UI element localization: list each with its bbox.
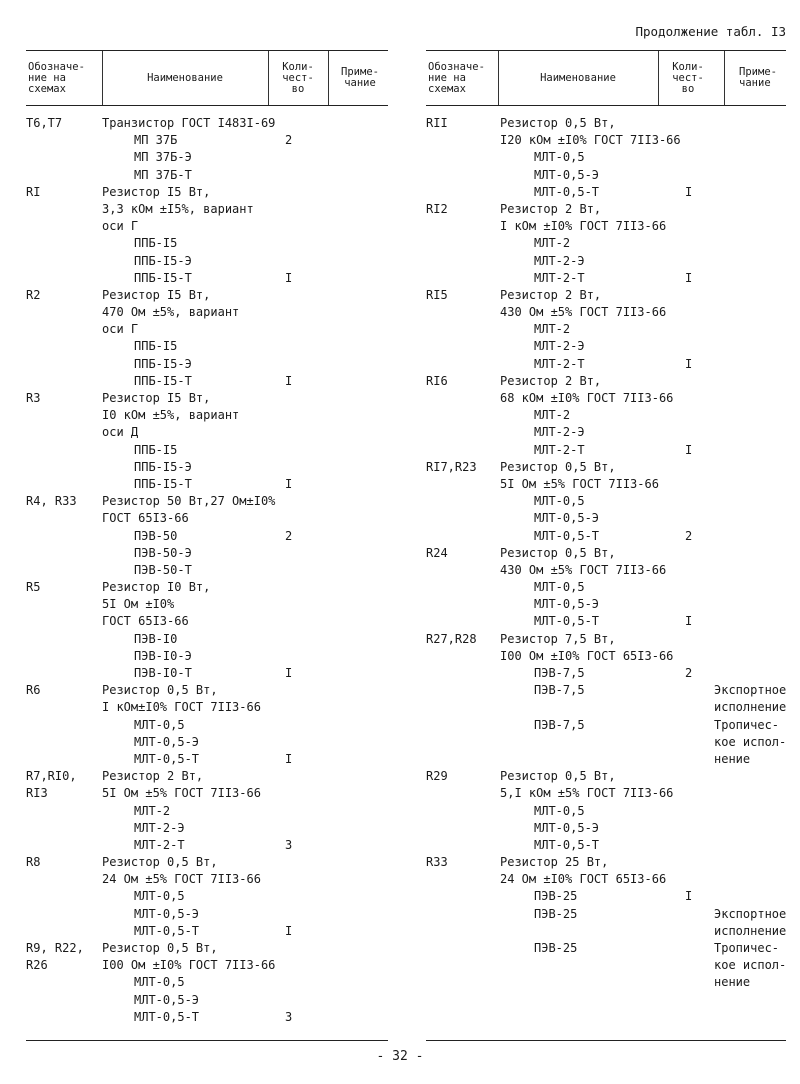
table-row [26,768,388,854]
row-line [26,287,388,304]
row-line [26,201,388,218]
row-line [426,923,786,940]
row-line [26,545,388,562]
model-name: МЛТ-0,5-Э [534,597,600,612]
model-name: ПЭВ-25 [534,906,578,921]
model-name: МЛТ-0,5-Э [534,820,600,835]
row-line [426,510,786,527]
row-line [426,442,786,459]
designation: R6 [26,683,41,698]
page-number: - 32 - [376,1049,424,1064]
model-name: МЛТ-0,5-Э [134,906,200,921]
header-divider [328,51,329,105]
designation: R9, R22, [26,941,84,955]
model-name: ППБ-I5-Э [134,253,192,268]
row-line [426,717,786,734]
table-row [426,115,786,201]
row-line [26,803,388,820]
item-name: оси Д [102,425,139,440]
item-name: 3,3 кОм ±I5%, вариант [102,201,254,216]
designation: R27,R28 [426,631,477,646]
model-name: МЛТ-2-Т [534,442,585,457]
model-name: МЛТ-0,5-Т [534,837,600,852]
model-name: МЛТ-0,5-Э [534,167,600,182]
designation: R7,RI0, [26,769,77,784]
model-name: ППБ-I5 [134,236,178,251]
row-line [426,682,786,699]
header-divider [268,51,269,105]
item-name: Резистор 2 Вт, [500,201,602,216]
designation: RI2 [426,201,448,216]
row-line [426,803,786,820]
item-name: I кОм±I0% ГОСТ 7II3-66 [102,700,261,715]
item-name: I20 кОм ±I0% ГОСТ 7II3-66 [500,133,681,148]
row-line [426,287,786,304]
header-note: Приме- чание [739,66,777,89]
item-name: Резистор I5 Вт, [102,184,211,199]
model-name: ПЭВ-25 [534,889,578,904]
note: Экспортное [714,906,787,921]
row-line [26,321,388,338]
row-line [26,528,388,545]
row-line [426,270,786,287]
header-name: Наименование [147,71,223,84]
model-name: МЛТ-2-Э [534,339,585,354]
row-line [26,510,388,527]
row-line [426,218,786,235]
row-line [26,992,388,1009]
item-name: Резистор I0 Вт, [102,580,211,595]
model-name: ПЭВ-I0 [134,631,178,646]
quantity: I [685,889,693,904]
row-line [426,201,786,218]
item-name: Резистор 0,5 Вт, [102,941,218,955]
row-line [26,235,388,252]
note: кое испол- [714,734,787,749]
quantity: I [285,923,293,938]
quantity: I [285,666,293,680]
model-name: ПЭВ-50-Т [134,562,192,577]
row-line [26,115,388,132]
model-name: МЛТ-0,5-Т [534,614,600,629]
row-line [26,820,388,837]
item-name: 430 Ом ±5% ГОСТ 7II3-66 [500,562,667,577]
row-line [426,596,786,613]
row-line [26,768,388,785]
row-line [426,476,786,493]
model-name: МЛТ-0,5-Т [134,923,200,938]
designation: RII [426,116,448,130]
table-row [426,459,786,545]
row-line [26,132,388,149]
header-divider [658,51,659,105]
continuation-label: Продолжение табл. I3 [635,24,786,39]
row-line [426,888,786,905]
table-row [26,287,388,390]
row-line [26,854,388,871]
model-name: МЛТ-2-Т [534,270,585,285]
model-name: МЛТ-0,5 [534,803,585,818]
note: Тропичес- [714,717,780,732]
item-name: Резистор 2 Вт, [500,287,602,302]
quantity: 2 [685,666,693,680]
header-designation: Обозначе- ние на схемах [28,60,85,95]
row-line [26,459,388,476]
model-name: ППБ-I5 [134,339,178,354]
designation: R8 [26,855,41,870]
model-name: МП 37Б-Т [134,167,192,182]
row-line [426,132,786,149]
item-name: I0 кОм ±5%, вариант [102,408,240,423]
row-line [426,407,786,424]
row-line [26,149,388,166]
table-row [26,854,388,940]
table-body [426,106,786,992]
designation: RI [26,184,41,199]
row-line [426,459,786,476]
row-line [26,579,388,596]
row-line [426,424,786,441]
designation: R33 [426,855,448,870]
table-row [426,631,786,769]
designation: R29 [426,769,448,784]
item-name: Резистор 25 Вт, [500,855,609,870]
row-line [26,596,388,613]
table-body [26,106,388,1026]
table-row [26,493,388,579]
item-name: Резистор 0,5 Вт, [102,683,218,698]
row-line [26,631,388,648]
model-name: МЛТ-2-Э [134,820,185,835]
item-name: I кОм ±I0% ГОСТ 7II3-66 [500,219,667,234]
row-line [426,854,786,871]
table-row [26,184,388,287]
header-designation: Обозначе- ние на схемах [428,60,485,95]
designation: R2 [26,287,41,302]
row-line [426,665,786,682]
item-name: I00 Ом ±I0% ГОСТ 7II3-66 [102,958,276,973]
model-name: МП 37Б-Э [134,150,192,165]
header-quantity: Коли- чест- во [672,60,704,95]
item-name: Резистор 0,5 Вт, [500,116,616,130]
row-line [26,338,388,355]
quantity: I [285,751,293,766]
row-line [426,837,786,854]
designation: RI6 [426,373,448,388]
row-line [26,442,388,459]
quantity: 3 [285,1009,293,1024]
model-name: МЛТ-0,5 [534,494,585,509]
row-line [26,373,388,390]
quantity: I [685,184,693,199]
row-line [426,390,786,407]
row-line [426,321,786,338]
designation: R24 [426,545,448,560]
model-name: МЛТ-0,5-Э [134,992,200,1007]
model-name: ПЭВ-7,5 [534,666,585,680]
note: Тропичес- [714,941,780,955]
note: кое испол- [714,958,787,973]
model-name: МЛТ-2-Э [534,425,585,440]
item-name: оси Г [102,219,139,234]
model-name: МЛТ-2-Э [534,253,585,268]
row-line [26,923,388,940]
row-line [26,493,388,510]
model-name: ПЭВ-7,5 [534,683,585,698]
row-line [426,184,786,201]
model-name: МЛТ-0,5-Т [534,184,600,199]
header-note: Приме- чание [341,66,379,89]
row-line [26,1009,388,1026]
note: нение [714,751,751,766]
item-name: Транзистор ГОСТ I483I-69 [102,116,276,130]
row-line [26,476,388,493]
designation: RI3 [26,786,48,801]
row-line [26,613,388,630]
row-line [26,699,388,716]
quantity: 2 [685,528,693,543]
row-line [426,338,786,355]
row-line [426,235,786,252]
model-name: МЛТ-2 [534,322,571,337]
model-name: ППБ-I5-Э [134,356,192,371]
row-line [426,974,786,991]
model-name: МП 37Б [134,133,178,148]
row-line [426,253,786,270]
model-name: МЛТ-2-Т [134,837,185,852]
row-line [26,184,388,201]
row-line [426,631,786,648]
table-row [426,287,786,373]
row-line [426,493,786,510]
table-row [26,390,388,493]
quantity: 3 [285,837,293,852]
row-line [426,820,786,837]
row-line [26,665,388,682]
table-row [426,201,786,287]
row-line [426,115,786,132]
table-header [26,50,388,106]
row-line [26,974,388,991]
item-name: 430 Ом ±5% ГОСТ 7II3-66 [500,305,667,320]
model-name: ППБ-I5 [134,442,178,457]
designation: R26 [26,958,48,973]
row-line [26,218,388,235]
row-line [426,751,786,768]
model-name: МЛТ-0,5 [534,150,585,165]
item-name: Резистор 0,5 Вт, [500,545,616,560]
model-name: МЛТ-2 [534,236,571,251]
item-name: Резистор 2 Вт, [500,373,602,388]
table-row [426,768,786,854]
model-name: МЛТ-0,5-Т [534,528,600,543]
row-line [26,167,388,184]
row-line [426,545,786,562]
model-name: МЛТ-0,5-Э [534,511,600,526]
note: Экспортное [714,683,787,698]
left-table [26,50,388,1026]
item-name: ГОСТ 65I3-66 [102,511,189,526]
quantity: I [285,270,293,285]
item-name: Резистор I5 Вт, [102,287,211,302]
row-line [426,699,786,716]
table-row [426,545,786,631]
note: нение [714,975,751,990]
item-name: 5,I кОм ±5% ГОСТ 7II3-66 [500,786,674,801]
row-line [426,940,786,957]
model-name: МЛТ-0,5 [134,889,185,904]
row-line [426,613,786,630]
table-row [426,854,786,992]
item-name: 470 Ом ±5%, вариант [102,305,240,320]
item-name: 68 кОм ±I0% ГОСТ 7II3-66 [500,391,674,405]
table-header [426,50,786,106]
row-line [26,940,388,957]
row-line [26,424,388,441]
item-name: Резистор 0,5 Вт, [500,769,616,784]
row-line [26,253,388,270]
designation: T6,T7 [26,116,63,130]
row-line [26,562,388,579]
model-name: ППБ-I5-Т [134,373,192,388]
model-name: ППБ-I5-Э [134,459,192,474]
table-row [26,682,388,768]
row-line [426,149,786,166]
item-name: Резистор 50 Вт,27 Ом±I0% [102,494,276,509]
quantity: I [685,270,693,285]
model-name: МЛТ-2 [134,803,171,818]
row-line [26,957,388,974]
model-name: ПЭВ-25 [534,941,578,955]
row-line [426,528,786,545]
row-line [26,871,388,888]
row-line [426,579,786,596]
model-name: МЛТ-0,5-Т [134,1009,200,1024]
row-line [26,682,388,699]
quantity: 2 [285,528,293,543]
item-name: Резистор I5 Вт, [102,391,211,405]
designation: R3 [26,391,41,405]
item-name: Резистор 2 Вт, [102,769,204,784]
quantity: I [685,442,693,457]
quantity: I [685,356,693,371]
row-line [426,785,786,802]
item-name: 24 Ом ±I0% ГОСТ 65I3-66 [500,872,667,887]
item-name: Резистор 7,5 Вт, [500,631,616,646]
table-row [426,373,786,459]
model-name: МЛТ-2-Т [534,356,585,371]
row-line [426,356,786,373]
row-line [426,304,786,321]
row-line [426,648,786,665]
row-line [426,871,786,888]
row-line [426,957,786,974]
row-line [26,751,388,768]
row-line [426,906,786,923]
model-name: ППБ-I5-Т [134,270,192,285]
model-name: МЛТ-0,5 [134,975,185,990]
table-row [26,940,388,1026]
header-name: Наименование [540,71,616,84]
row-line [26,717,388,734]
model-name: ПЭВ-I0-Т [134,666,192,680]
quantity: 2 [285,133,293,148]
header-quantity: Коли- чест- во [282,60,314,95]
row-line [26,837,388,854]
item-name: I00 Ом ±I0% ГОСТ 65I3-66 [500,648,674,663]
model-name: ПЭВ-I0-Э [134,648,192,663]
model-name: ПЭВ-7,5 [534,717,585,732]
row-line [26,906,388,923]
header-divider [724,51,725,105]
item-name: ГОСТ 65I3-66 [102,614,189,629]
note: исполнение [714,700,787,715]
item-name: оси Г [102,322,139,337]
model-name: МЛТ-0,5 [534,580,585,595]
right-bottom-rule [426,1040,786,1041]
item-name: Резистор 0,5 Вт, [500,459,616,474]
item-name: 5I Ом ±I0% [102,597,175,612]
model-name: МЛТ-0,5-Т [134,751,200,766]
designation: R4, R33 [26,494,77,509]
model-name: МЛТ-0,5 [134,717,185,732]
row-line [426,562,786,579]
row-line [426,373,786,390]
quantity: I [285,476,293,491]
model-name: МЛТ-0,5-Э [134,734,200,749]
row-line [26,648,388,665]
designation: RI7,R23 [426,459,477,474]
row-line [426,167,786,184]
table-row [26,115,388,184]
designation: R5 [26,580,41,595]
item-name: 5I Ом ±5% ГОСТ 7II3-66 [102,786,261,801]
row-line [26,734,388,751]
item-name: 24 Ом ±5% ГОСТ 7II3-66 [102,872,261,887]
quantity: I [685,614,693,629]
item-name: 5I Ом ±5% ГОСТ 7II3-66 [500,476,659,491]
row-line [26,407,388,424]
quantity: I [285,373,293,388]
row-line [26,888,388,905]
designation: RI5 [426,287,448,302]
model-name: МЛТ-2 [534,408,571,423]
row-line [26,390,388,407]
note: исполнение [714,923,787,938]
item-name: Резистор 0,5 Вт, [102,855,218,870]
row-line [426,768,786,785]
model-name: ПЭВ-50 [134,528,178,543]
row-line [426,734,786,751]
row-line [26,304,388,321]
right-table [426,50,786,992]
row-line [26,785,388,802]
left-bottom-rule [26,1040,388,1041]
row-line [26,356,388,373]
model-name: ППБ-I5-Т [134,476,192,491]
model-name: ПЭВ-50-Э [134,545,192,560]
row-line [26,270,388,287]
table-row [26,579,388,682]
